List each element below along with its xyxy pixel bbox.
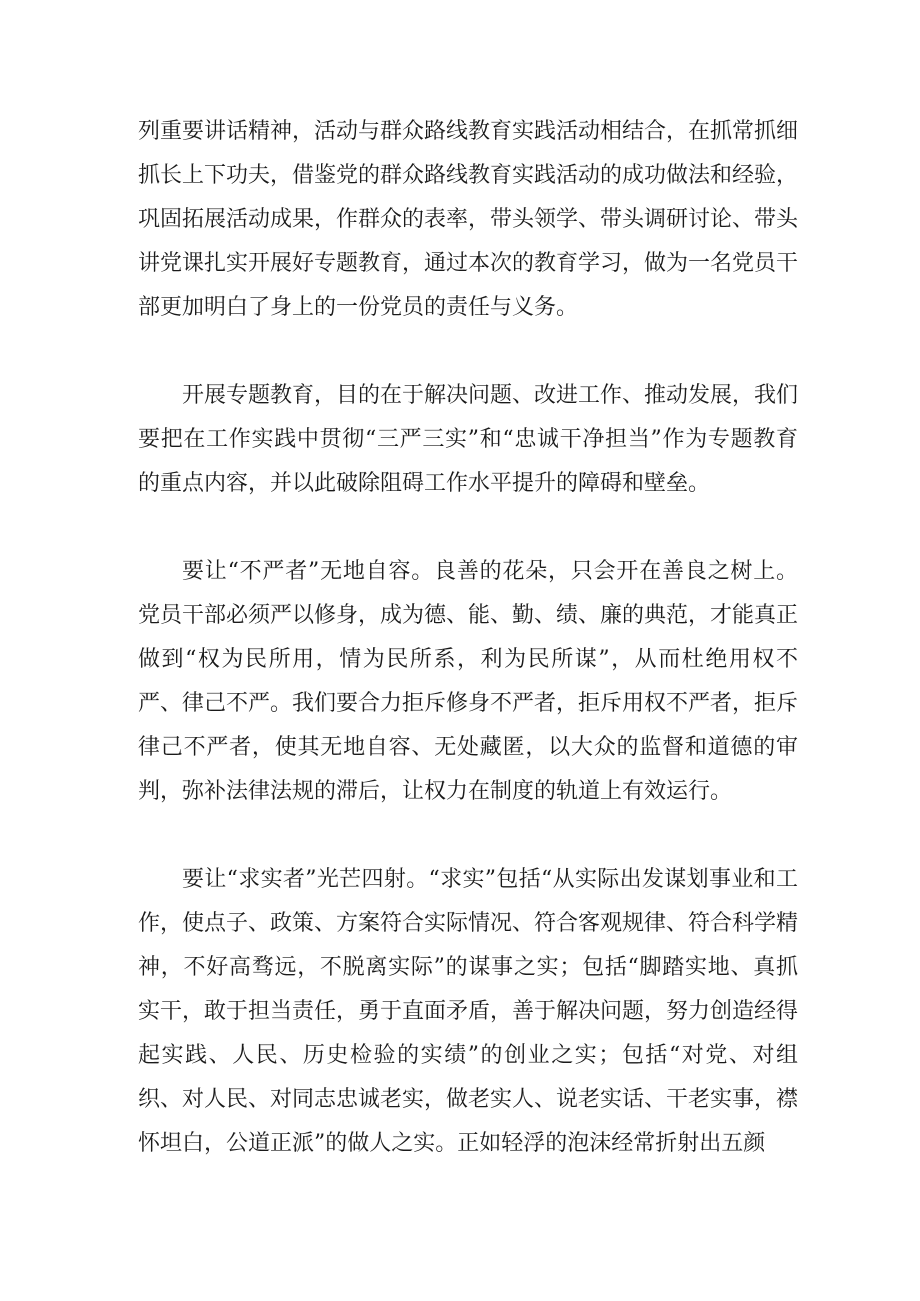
- paragraph-2: 开展专题教育，目的在于解决问题、改进工作、推动发展，我们要把在工作实践中贯彻“三严三实”和“忠诚干净担当”作为专题教育的重点内容，并以此破除阻碍工作水平提升的障碍和壁垒。: [138, 383, 799, 496]
- paragraph-gap: [138, 330, 798, 374]
- document-body: [138, 110, 798, 1166]
- paragraph-gap: [138, 814, 798, 858]
- paragraph-4: 要让“求实者”光芒四射。“求实”包括“从实际出发谋划事业和工作，使点子、政策、方案符合实际情况、符合客观规律、符合科学精神，不好高骛远，不脱离实际”的谋事之实；包括“脚踏实地、真抓实干，敢于担当责任，勇于直面矛盾，善于解决问题，努力创造经得起实践、人民、历史检验的实绩”的创业之实；包括“对党、对组织、对人民、对同志忠诚老实，做老实人、说老实话、干老实事，襟怀坦白，公道正派”的做人之实。正如轻浮的泡沫经常折射出五颜: [138, 867, 799, 1156]
- paragraph-3: 要让“不严者”无地自容。良善的花朵，只会开在善良之树上。党员干部必须严以修身，成为德、能、勤、绩、廉的典范，才能真正做到“权为民所用，情为民所系，利为民所谋”，从而杜绝用权不严、律己不严。我们要合力拒斥修身不严者，拒斥用权不严者，拒斥律己不严者，使其无地自容、无处藏匿，以大众的监督和道德的审判，弥补法律法规的滞后，让权力在制度的轨道上有效运行。: [138, 559, 799, 804]
- paragraph-gap: [138, 506, 798, 550]
- paragraph-1: 列重要讲话精神，活动与群众路线教育实践活动相结合，在抓常抓细抓长上下功夫，借鉴党的群众路线教育实践活动的成功做法和经验，巩固拓展活动成果，作群众的表率，带头领学、带头调研讨论、带头讲党课扎实开展好专题教育，通过本次的教育学习，做为一名党员干部更加明白了身上的一份党员的责任与义务。: [138, 119, 799, 320]
